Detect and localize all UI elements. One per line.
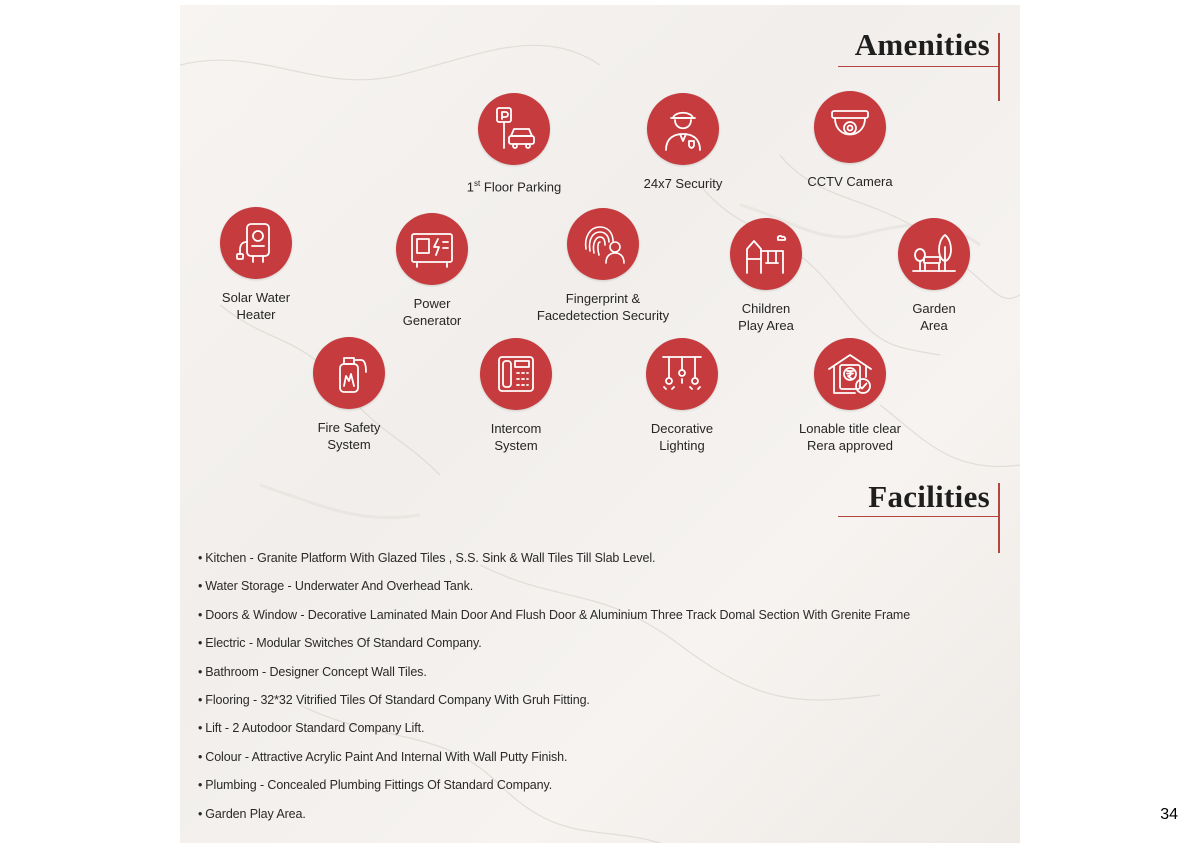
rupee-document-icon — [825, 349, 875, 399]
brochure-page — [180, 5, 1020, 843]
amenity-label: Lonable title clear Rera approved — [799, 421, 901, 453]
solar-water-heater-icon — [231, 218, 281, 268]
intercom-icon — [491, 349, 541, 399]
amenity-fingerprint-security — [513, 208, 693, 324]
amenities-rule-vertical — [998, 33, 1000, 101]
amenity-first-floor-parking — [424, 93, 604, 195]
amenity-label: Power Generator — [402, 296, 462, 328]
amenity-label: Fire Safety System — [317, 420, 381, 452]
amenity-label: 24x7 Security — [643, 176, 723, 191]
list-item: • Colour - Attractive Acrylic Paint And Internal With Wall Putty Finish. — [198, 747, 910, 775]
amenity-intercom-system — [426, 338, 606, 454]
power-generator-icon — [407, 224, 457, 274]
amenity-solar-water-heater — [180, 207, 346, 323]
amenity-label: CCTV Camera — [807, 174, 893, 189]
list-item: • Water Storage - Underwater And Overhead Tank. — [198, 576, 910, 604]
amenity-cctv-camera — [760, 91, 940, 190]
amenity-lonable-title-rera — [760, 338, 940, 454]
amenity-label: Solar Water Heater — [221, 290, 291, 322]
parking-icon — [489, 104, 539, 154]
amenity-label: Garden Area — [912, 301, 956, 333]
amenity-garden-area — [844, 218, 1020, 334]
decorative-lighting-icon — [657, 349, 707, 399]
amenity-label: Fingerprint & Facedetection Security — [536, 291, 670, 323]
cctv-camera-icon — [825, 102, 875, 152]
amenities-rule-horizontal — [838, 66, 998, 67]
list-item: • Garden Play Area. — [198, 804, 910, 832]
facilities-rule-vertical — [998, 483, 1000, 553]
facilities-list — [198, 548, 910, 832]
list-item: • Plumbing - Concealed Plumbing Fittings Of Standard Company. — [198, 775, 910, 803]
page-number: 34 — [1160, 806, 1178, 823]
list-item: • Doors & Window - Decorative Laminated Main Door And Flush Door & Aluminium Three Track Domal Section With Grenite Frame — [198, 605, 910, 633]
amenity-label: Decorative Lighting — [650, 421, 714, 453]
amenities-heading: Amenities — [854, 27, 990, 62]
amenity-label: Intercom System — [490, 421, 542, 453]
list-item: • Lift - 2 Autodoor Standard Company Lift. — [198, 718, 910, 746]
amenity-decorative-lighting — [592, 338, 772, 454]
amenity-children-play-area — [676, 218, 856, 334]
garden-icon — [909, 229, 959, 279]
children-play-area-icon — [741, 229, 791, 279]
fire-extinguisher-icon — [324, 348, 374, 398]
amenity-label: 1st Floor Parking — [466, 179, 562, 195]
security-guard-icon — [658, 104, 708, 154]
list-item: • Flooring - 32*32 Vitrified Tiles Of Standard Company With Gruh Fitting. — [198, 690, 910, 718]
amenity-24x7-security — [593, 93, 773, 192]
list-item: • Kitchen - Granite Platform With Glazed Tiles , S.S. Sink & Wall Tiles Till Slab Level. — [198, 548, 910, 576]
amenity-power-generator — [342, 213, 522, 329]
amenity-label: Children Play Area — [738, 301, 794, 333]
amenity-fire-safety-system — [259, 337, 439, 453]
fingerprint-icon — [578, 219, 628, 269]
facilities-rule-horizontal — [838, 516, 998, 517]
list-item: • Electric - Modular Switches Of Standard Company. — [198, 633, 910, 661]
list-item: • Bathroom - Designer Concept Wall Tiles. — [198, 662, 910, 690]
facilities-heading: Facilities — [868, 479, 990, 514]
